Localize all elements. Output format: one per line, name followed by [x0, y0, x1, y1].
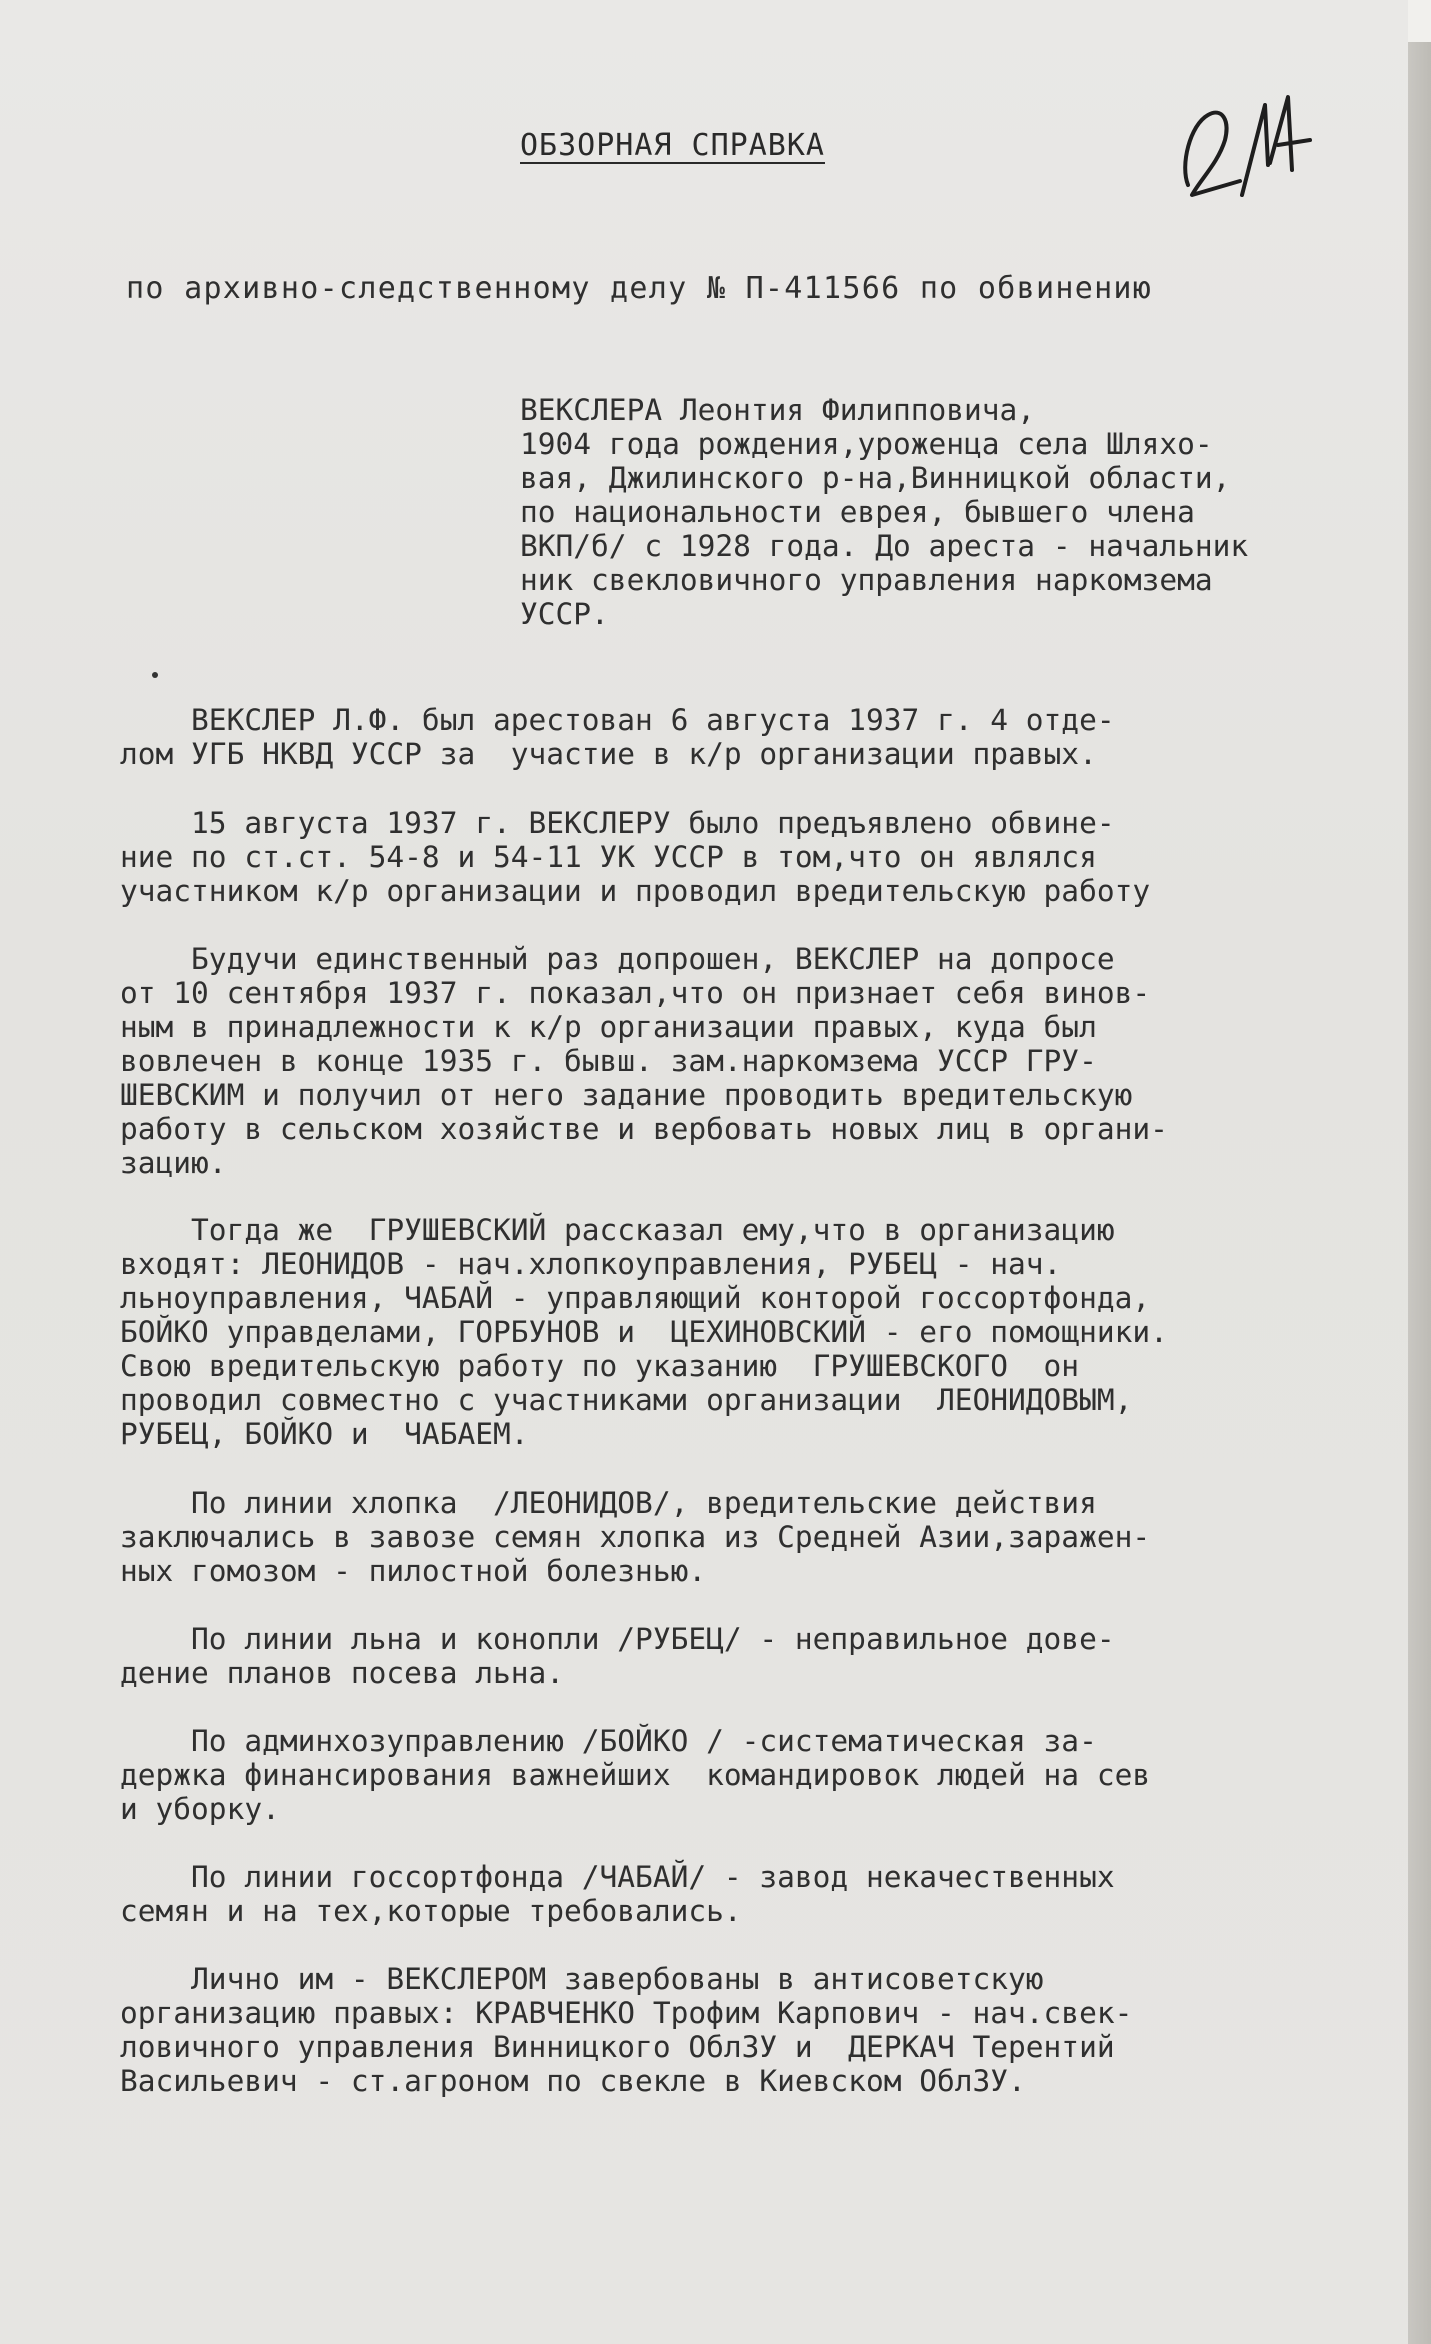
document-title: ОБЗОРНАЯ СПРАВКА	[520, 128, 825, 163]
paragraph-interrogation: Будучи единственный раз допрошен, ВЕКСЛЕР на допросе от 10 сентября 1937 г. показал,что он признает себя винов- ным в принадлежности к к/р организации правых, куда был вовлечен в конце 1935 г. бывш. зам.наркомзема УССР ГРУ- ШЕВСКИМ и получил от него задание проводить вредительскую работу в сельском хозяйстве и вербовать новых лиц в органи- зацию.	[120, 942, 1168, 1180]
paragraph-admin: По админхозуправлению /БОЙКО / -систематическая за- держка финансирования важнейших командировок людей на сев и уборку.	[120, 1724, 1151, 1826]
paragraph-seed-fund: По линии госсортфонда /ЧАБАЙ/ - завод некачественных семян и на тех,которые требовались.	[120, 1860, 1115, 1928]
paragraph-flax: По линии льна и конопли /РУБЕЦ/ - неправильное дове- дение планов посева льна.	[120, 1622, 1115, 1690]
paragraph-organization-members: Тогда же ГРУШЕВСКИЙ рассказал ему,что в организацию входят: ЛЕОНИДОВ - нач.хлопкоуправления, РУБЕЦ - нач. льноуправления, ЧАБАЙ - управляющий конторой госсортфонда, БОЙКО управделами, ГОРБУНОВ и ЦЕХИНОВСКИЙ - его помощники. Свою вредительскую работу по указанию ГРУШЕВСКОГО он проводил совместно с участниками организации ЛЕОНИДОВЫМ, РУБЕЦ, БОЙКО и ЧАБАЕМ.	[120, 1213, 1168, 1451]
case-header-line: по архивно-следственному делу № П-411566 по обвинению	[126, 271, 1153, 306]
paragraph-charge: 15 августа 1937 г. ВЕКСЛЕРУ было предъявлено обвине- ние по ст.ст. 54-8 и 54-11 УК УССР в том,что он являлся участником к/р организации и проводил вредительскую работу	[120, 806, 1151, 908]
subject-description: ВЕКСЛЕРА Леонтия Филипповича, 1904 года рождения,уроженца села Шляхо- вая, Джилинского р-на,Винницкой области, по национальности еврея, бывшего члена ВКП/б/ с 1928 года. До ареста - начальник ник свекловичного управления наркомзема УССР.	[520, 393, 1249, 631]
paragraph-recruited: Лично им - ВЕКСЛЕРОМ завербованы в антисоветскую организацию правых: КРАВЧЕНКО Трофим Карпович - нач.свек- ловичного управления Винницкого ОблЗУ и ДЕРКАЧ Терентий Васильевич - ст.агроном по свекле в Киевском ОблЗУ.	[120, 1962, 1133, 2098]
page-speck	[152, 672, 158, 678]
paragraph-arrest: ВЕКСЛЕР Л.Ф. был арестован 6 августа 1937 г. 4 отде- лом УГБ НКВД УССР за участие в к/р организации правых.	[120, 703, 1115, 771]
paragraph-cotton: По линии хлопка /ЛЕОНИДОВ/, вредительские действия заключались в завозе семян хлопка из Средней Азии,заражен- ных гомозом - пилостной болезнью.	[120, 1486, 1151, 1588]
page-edge-shadow	[1408, 0, 1431, 2344]
page-corner	[1408, 0, 1431, 42]
handwritten-page-number	[1170, 85, 1320, 215]
